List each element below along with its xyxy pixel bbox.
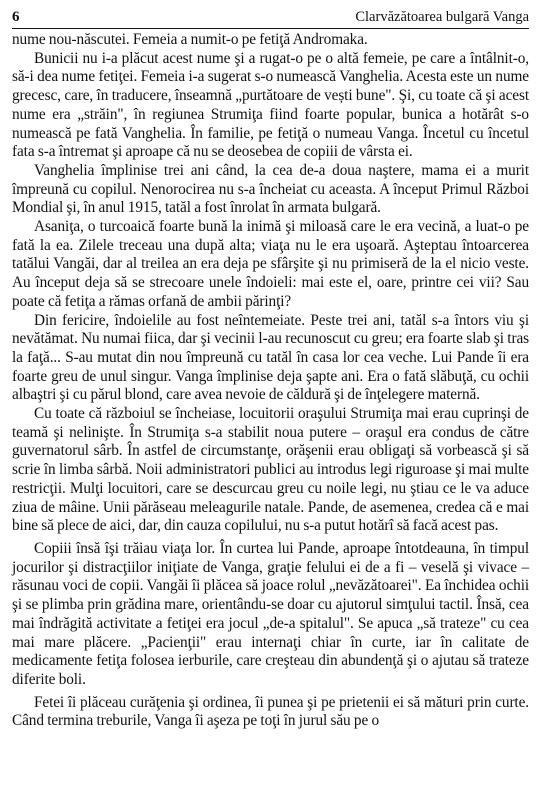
running-title: Clarvăzătoarea bulgară Vanga — [355, 9, 529, 25]
page-body — [12, 31, 529, 731]
paragraph: Vanghelia împlinise trei ani când, la cea de-a doua naştere, mama ei a murit împreună cu copilul. Nenorocirea nu s-a încheiat cu aceasta. A început Primul Război Mondial şi, în anul 1915, tatăl a fost înrolat în armata bulgară. — [12, 161, 529, 217]
paragraph: nume nou-născutei. Femeia a numit-o pe fetiţă Andromaka. — [12, 31, 368, 48]
page-header — [12, 6, 529, 29]
paragraph: Cu toate că războiul se încheiase, locuitorii oraşului Strumiţa mai erau cuprinşi de teamă şi nelinişte. În Strumiţa s-a stabilit noua putere – oraşul era condus de către guvernatorul sârb. În astfel de circumstanţe, orăşenii erau obligaţi să vorbească şi să scrie în limba sârbă. Noii administratori publici au introdus legi riguroase şi mai multe restricţii. Mulţi locuitori, care se descurcau greu cu noile legi, nu ştiau ce le va aduce ziua de mâine. Unii părăseau meleagurile natale. Pande, de asemenea, credea că e mai bine să plece de aici, dar, din cauza copilului, nu s-a putut hotărî să facă acest pas. — [12, 405, 529, 535]
paragraph: Fetei îi plăceau curăţenia şi ordinea, îi punea şi pe prietenii ei să mături prin curte. Când termina treburile, Vanga îi aşeza pe toţi în jurul său pe o — [12, 693, 529, 730]
paragraph: Din fericire, îndoielile au fost neîntemeiate. Peste trei ani, tatăl s-a întors viu şi nevătămat. Nu numai fiica, dar şi vecinii l-au recunoscut cu greu; era foarte slab şi tras la faţă... S-au mutat din nou împreună cu tatăl în casa lor cea veche. Lui Pande îi era foarte greu de unul singur. Vanga împlinise deja şapte ani. Era o fată slăbuţă, cu ochii albaştri şi cu părul blond, care avea nevoie de căldură şi de înţelegere maternă. — [12, 311, 529, 404]
paragraph: Asaniţa, o turcoaică foarte bună la inimă şi miloasă care le era vecină, a luat-o pe fată la ea. Zilele treceau una după alta; viaţa nu le era uşoară. Aşteptau întoarcerea tatălui Vangăi, dar al treilea an era deja pe sfârşite şi nu primiseră de la el nicio veste. Au început deja să se strecoare unele îndoieli: mai este el, oare, printre cei vii? Sau poate că fetiţa a rămas orfană de ambii părinţi? — [12, 218, 529, 310]
paragraph: Copiii însă îşi trăiau viaţa lor. În curtea lui Pande, aproape întotdeauna, în timpul jocurilor şi distracţiilor iniţiate de Vanga, graţie felului ei de a fi – veselă şi vivace – răsunau voci de copii. Vangăi îi plăcea să joace rolul „nevăzătoarei". Ea închidea ochii şi se plimba prin grădina mare, orientându-se doar cu ajutorul simţului tactil. Însă, cea mai îndrăgită activitate a fetiţei era jocul „de-a spitalul". Se apuca „să trateze" cu cea mai mare plăcere. „Pacienţii" erau internaţi chiar în curte, iar în calitate de medicamente fetiţa folosea ierburile, care creşteau din abundenţă şi o ajutau să trateze diferite boli. — [12, 539, 529, 688]
paragraph: Bunicii nu i-a plăcut acest nume şi a rugat-o pe o altă femeie, pe care a întâlnit-o, să-i dea nume fetiţei. Femeia i-a sugerat s-o numească Vanghelia. Acesta este un nume grecesc, care, în traducere, înseamnă „purtătoare de vești bune". Şi, cu toate că şi acest nume era „străin", în regiunea Strumiţa fiind foarte popular, bunica a hotărât s-o numească pe fată Vanghelia. În familie, pe fetiţă o numeau Vanga. Încetul cu încetul fata s-a întremat şi aproape că nu se deosebea de copiii de vârsta ei. — [12, 49, 529, 161]
page-number: 6 — [12, 9, 20, 25]
